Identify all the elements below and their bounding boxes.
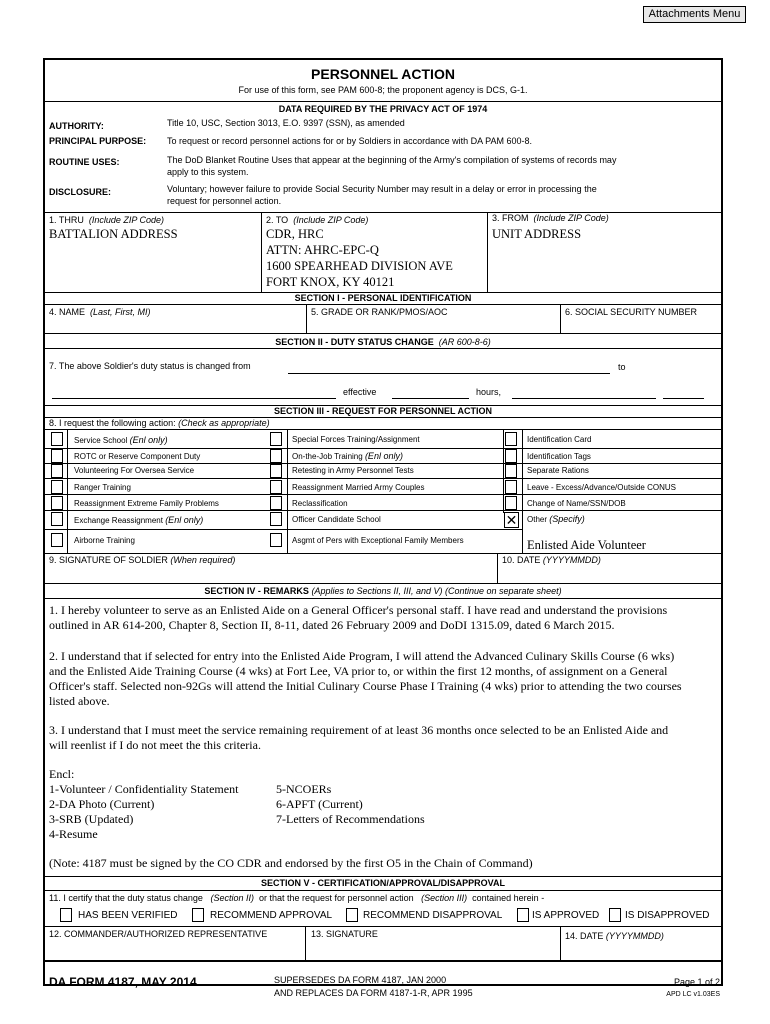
thru-label: 1. THRU (Include ZIP Code) [49,215,165,225]
hours-word: hours, [476,387,502,397]
option-is-approved: IS APPROVED [532,910,600,921]
purpose-text: To request or record personnel actions for or by Soldiers in accordance with DA PAM 600-8. [167,136,533,146]
section-1-title: SECTION I - PERSONAL IDENTIFICATION [294,293,472,303]
option-service-school: Service School (Enl only) [74,435,168,445]
option-ojt: On-the-Job Training (Enl only) [292,451,403,461]
commander-label: 12. COMMANDER/AUTHORIZED REPRESENTATIVE [49,929,268,939]
option-separate-rations: Separate Rations [527,466,589,475]
checkbox-reclassification[interactable] [270,496,282,510]
option-id-tags: Identification Tags [527,452,591,461]
to-line-2[interactable]: ATTN: AHRC-EPC-Q [266,243,379,257]
other-specify-value[interactable]: Enlisted Aide Volunteer [527,538,646,552]
checkbox-separate-rations[interactable] [505,464,517,478]
divider [44,510,722,511]
checkbox-id-card[interactable] [505,432,517,446]
checkbox-recommend-approval[interactable] [192,908,204,922]
divider [44,463,722,464]
checkbox-rotc[interactable] [51,449,63,463]
divider [44,960,722,962]
from-label: 3. FROM (Include ZIP Code) [492,213,609,223]
divider [44,598,722,599]
divider [44,583,722,584]
option-exchange: Exchange Reassignment (Enl only) [74,515,204,525]
divider [487,212,488,292]
grade-label: 5. GRADE OR RANK/PMOS/AOC [311,307,448,317]
duty-status-to-field[interactable] [52,398,336,399]
divider [44,553,722,554]
divider [560,304,561,333]
checkbox-has-been-verified[interactable] [60,908,72,922]
effective-date-field[interactable] [392,398,469,399]
signature-soldier-label: 9. SIGNATURE OF SOLDIER (When required) [49,555,236,565]
checkbox-change-name[interactable] [505,496,517,510]
option-extreme-family: Reassignment Extreme Family Problems [74,499,219,508]
authority-label: AUTHORITY: [49,121,104,131]
ssn-label: 6. SOCIAL SECURITY NUMBER [565,307,698,317]
supersedes-line-1: SUPERSEDES DA FORM 4187, JAN 2000 [274,975,447,985]
checkbox-other[interactable] [504,512,519,528]
version-label: APD LC v1.03ES [666,991,720,998]
form-id: DA FORM 4187, MAY 2014 [49,975,197,989]
disclosure-label: DISCLOSURE: [49,187,112,197]
attachments-menu-button[interactable]: Attachments Menu [643,6,746,23]
option-airborne: Airborne Training [74,536,135,545]
checkbox-special-forces[interactable] [270,432,282,446]
signature-label: 13. SIGNATURE [311,929,378,939]
checkbox-exceptional-family[interactable] [270,533,282,547]
disclosure-text-1: Voluntary; however failure to provide Social Security Number may result in a delay or error in processing the [167,184,597,194]
divider [261,212,262,292]
routine-uses-label: ROUTINE USES: [49,157,120,167]
option-leave: Leave - Excess/Advance/Outside CONUS [527,483,676,492]
divider [44,448,722,449]
divider [305,926,306,960]
divider [44,333,722,334]
duty-status-line: 7. The above Soldier's duty status is changed from [49,361,251,371]
routine-uses-text-1: The DoD Blanket Routine Uses that appear at the beginning of the Army's compilation of systems of records may [167,155,617,165]
enclosures-right[interactable]: 5-NCOERs 6-APFT (Current) 7-Letters of Recommendations [276,782,425,826]
checkbox-retesting[interactable] [270,464,282,478]
form-subtitle: For use of this form, see PAM 600-8; the proponent agency is DCS, G-1. [238,85,528,95]
hours-field[interactable] [512,398,656,399]
option-recommend-approval: RECOMMEND APPROVAL [210,910,333,921]
divider [560,926,561,960]
option-id-card: Identification Card [527,435,592,444]
checkbox-airborne[interactable] [51,533,63,547]
remarks-paragraph-2[interactable]: 2. I understand that if selected for entry into the Enlisted Aide Program, I will attend the Advanced Culinary Skills Course (6 wks) and the Enlisted Aide Training Course (4 wks) at Fort Lee, VA prior to, or within the first 12 months, of assignment on a General Officer's staff. Selected non-92Gs will attend the Initial Culinary Course Phase I Training (4 wks) prior to attending the two courses listed above. [49,649,682,708]
divider [44,890,722,891]
option-retesting: Retesting in Army Personnel Tests [292,466,414,475]
effective-word: effective [343,387,377,397]
name-label: 4. NAME (Last, First, MI) [49,307,151,317]
to-line-3[interactable]: 1600 SPEARHEAD DIVISION AVE [266,259,453,273]
remarks-note[interactable]: (Note: 4187 must be signed by the CO CDR and endorsed by the first O5 in the Chain of Command) [49,856,533,870]
option-has-been-verified: HAS BEEN VERIFIED [78,910,178,921]
from-value[interactable]: UNIT ADDRESS [492,227,582,241]
section-3-title: SECTION III - REQUEST FOR PERSONNEL ACTION [273,406,493,416]
supersedes-line-2: AND REPLACES DA FORM 4187-1-R, APR 1995 [274,988,473,998]
certify-line: 11. I certify that the duty status change (Section II) or that the request for personnel action (Section III) contained herein - [49,893,545,903]
option-ranger: Ranger Training [74,483,131,492]
option-special-forces: Special Forces Training/Assignment [292,435,420,444]
option-oversea: Volunteering For Oversea Service [74,466,195,475]
option-exceptional-family: Asgmt of Pers with Exceptional Family Members [292,536,464,545]
divider [44,212,722,213]
to-line-4[interactable]: FORT KNOX, KY 40121 [266,275,395,289]
checkbox-id-tags[interactable] [505,449,517,463]
divider [44,876,722,877]
option-reclassification: Reclassification [292,499,348,508]
option-change-name: Change of Name/SSN/DOB [527,499,626,508]
page-number: Page 1 of 2 [673,977,720,987]
option-rotc: ROTC or Reserve Component Duty [74,452,201,461]
authority-text: Title 10, USC, Section 3013, E.O. 9397 (SSN), as amended [167,118,405,128]
divider [306,304,307,333]
divider [44,926,722,927]
option-married-couples: Reassignment Married Army Couples [292,483,425,492]
checkbox-ranger[interactable] [51,480,63,494]
disclosure-text-2: request for personnel action. [167,196,282,206]
divider [44,429,722,430]
section-5-title: SECTION V - CERTIFICATION/APPROVAL/DISAPPROVAL [260,878,505,888]
duty-status-from-field[interactable] [288,373,610,374]
enclosures-left[interactable]: Encl: 1-Volunteer / Confidentiality Statement 2-DA Photo (Current) 3-SRB (Updated) 4-Resume [49,767,239,841]
form-title: PERSONNEL ACTION [311,66,455,82]
divider [44,529,522,530]
hours-extra-field[interactable] [663,398,704,399]
purpose-label: PRINCIPAL PURPOSE: [49,136,147,146]
divider [44,494,722,495]
to-word: to [618,362,626,372]
request-line: 8. I request the following action: (Check as appropriate) [49,418,270,428]
routine-uses-text-2: apply to this system. [167,167,249,177]
checkbox-ojt[interactable] [270,449,282,463]
thru-value[interactable]: BATTALION ADDRESS [49,227,178,241]
checkbox-recommend-disapproval[interactable] [346,908,358,922]
remarks-paragraph-1[interactable]: 1. I hereby volunteer to serve as an Enlisted Aide on a General Officer's personal staff. I have read and understand the provisions outlined in AR 614-200, Chapter 8, Section II, 8-11, dated 26 February 2009 and DoDI 1315.09, dated 6 March 2015. [49,603,668,632]
divider [44,101,722,102]
checkbox-service-school[interactable] [51,432,63,446]
date-label: 10. DATE (YYYYMMDD) [502,555,601,565]
to-line-1[interactable]: CDR, HRC [266,227,324,241]
privacy-act-title: DATA REQUIRED BY THE PRIVACY ACT OF 1974 [278,104,488,114]
checkbox-exchange[interactable] [51,512,63,526]
divider [44,304,722,305]
option-recommend-disapproval: RECOMMEND DISAPPROVAL [363,910,503,921]
checkbox-ocs[interactable] [270,512,282,526]
divider [497,553,498,583]
option-other: Other (Specify) [527,514,585,524]
section-4-title: SECTION IV - REMARKS (Applies to Sections II, III, and V) (Continue on separate sheet) [204,586,562,596]
option-is-disapproved: IS DISAPPROVED [625,910,710,921]
divider [44,478,722,479]
option-ocs: Officer Candidate School [292,515,381,524]
section-2-title: SECTION II - DUTY STATUS CHANGE (AR 600-8-6) [275,337,491,347]
remarks-paragraph-3[interactable]: 3. I understand that I must meet the service remaining requirement of at least 36 months once selected to be an Enlisted Aide and will reenlist if I do not meet the this criteria. [49,723,669,752]
checkbox-oversea[interactable] [51,464,63,478]
divider [44,348,722,349]
divider [503,429,504,513]
to-label: 2. TO (Include ZIP Code) [266,215,369,225]
approval-date-label: 14. DATE (YYYYMMDD) [565,931,664,941]
checkbox-leave[interactable] [505,480,517,494]
checkbox-is-approved[interactable] [517,908,529,922]
checkbox-is-disapproved[interactable] [609,908,621,922]
checkmark-x-icon: ✕ [505,512,518,528]
checkbox-married-couples[interactable] [270,480,282,494]
checkbox-extreme-family[interactable] [51,496,63,510]
